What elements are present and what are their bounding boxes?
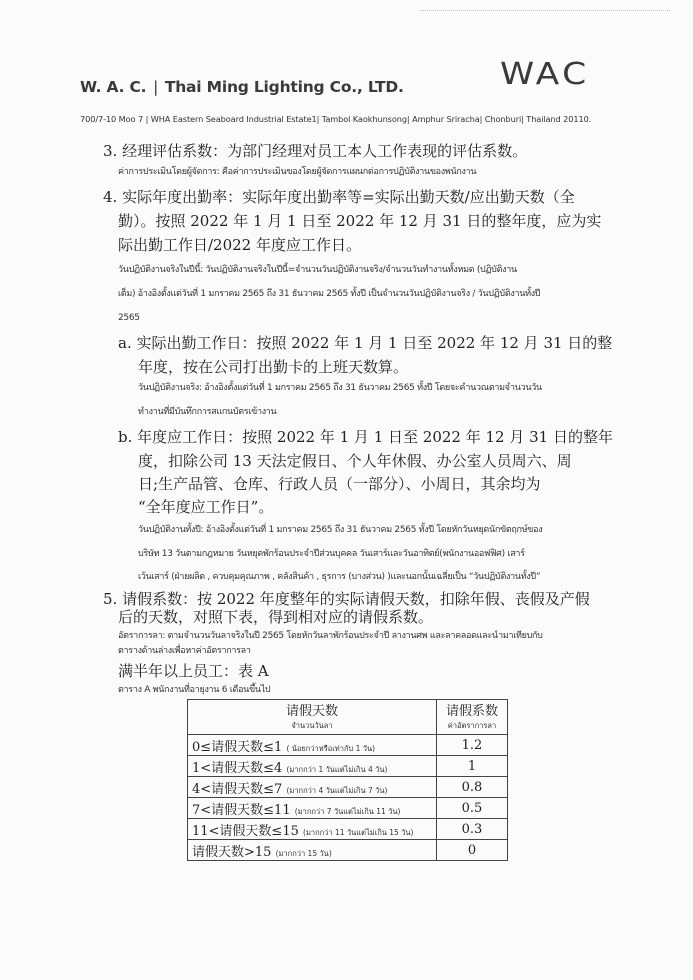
table-header-row — [188, 700, 508, 735]
section-4-cn-line1: 4. 实际年度出勤率：实际年度出勤率等=实际出勤天数/应出勤天数（全 — [103, 188, 575, 206]
table-row — [188, 756, 508, 777]
section-4-th-line3: 2565 — [118, 313, 140, 323]
coefficient-cell: 0.5 — [437, 798, 508, 819]
section-4-th-line2: เต็ม) อ้างอิงตั้งแต่วันที่ 1 มกราคม 2565 ถึง 31 ธันวาคม 2565 ทั้งปี เป็นจำนวนวันปฏิบัติงานจริง / วันปฏิบัติงานทั้งปี — [118, 289, 541, 299]
table-a-heading-cn: 满半年以上员工：表 A — [118, 662, 269, 680]
section-5-cn-line1: 5. 请假系数：按 2022 年度整年的实际请假天数，扣除年假、丧假及产假 — [103, 590, 590, 608]
leave-range-cell: 11<请假天数≤15 (มากกว่า 11 วันแต่ไม่เกิน 15 วัน) — [188, 819, 437, 840]
company-address: 700/7-10 Moo 7 | WHA Eastern Seaboard Industrial Estate1| Tambol Kaokhunsong| Amphur Sriracha| Chonburi| Thailand 20110. — [80, 114, 592, 124]
section-4b-th-line1: วันปฏิบัติงานทั้งปี: อ้างอิงตั้งแต่วันที่ 1 มกราคม 2565 ถึง 31 ธันวาคม 2565 ทั้งปี โดยหักวันหยุดนักขัตฤกษ์ของ — [138, 525, 543, 535]
leave-range-cell: 请假天数>15 (มากกว่า 15 วัน) — [188, 840, 437, 861]
header-leave-coefficient: 请假系数 ค่าอัตราการลา — [437, 700, 508, 735]
section-4a-cn-line2: 年度，按在公司打出勤卡的上班天数算。 — [138, 358, 409, 376]
table-row — [188, 819, 508, 840]
section-4a-th-line2: ทำงานที่มีบันทึกการสแกนบัตรเข้างาน — [138, 407, 277, 417]
section-4b-th-line2: บริษัท 13 วันตามกฎหมาย วันหยุดพักร้อนประจำปีส่วนบุคคล วันเสาร์และวันอาทิตย์(พนักงานออฟฟิศ) เสาร์ — [138, 549, 525, 559]
leave-coefficient-table — [187, 699, 508, 861]
section-4b-cn-line3: 日;生产品管、仓库、行政人员（一部分）、小周日，其余均为 — [138, 475, 541, 493]
section-4-cn-line3: 际出勤工作日/2022 年度应工作日。 — [118, 236, 361, 254]
leave-range-cell: 0≤请假天数≤1 ( น้อยกว่าหรือเท่ากับ 1 วัน) — [188, 735, 437, 756]
section-4-cn-line2: 勤）。按照 2022 年 1 月 1 日至 2022 年 12 月 31 日的整年度，应为实 — [118, 212, 602, 230]
wac-logo: WAC — [500, 57, 590, 92]
table-row — [188, 735, 508, 756]
section-4b-cn-line4: “全年度应工作日”。 — [138, 498, 274, 516]
section-4b-cn-line1: b. 年度应工作日：按照 2022 年 1 月 1 日至 2022 年 12 月 31 日的整年 — [118, 428, 613, 446]
section-5-cn-line2: 后的天数，对照下表，得到相对应的请假系数。 — [118, 608, 434, 626]
coefficient-cell: 0.3 — [437, 819, 508, 840]
section-3-cn: 3. 经理评估系数：为部门经理对员工本人工作表现的评估系数。 — [103, 142, 528, 160]
table-row — [188, 840, 508, 861]
scan-artifact-dots — [420, 0, 670, 11]
leave-range-cell: 4<请假天数≤7 (มากกว่า 4 วันแต่ไม่เกิน 7 วัน) — [188, 777, 437, 798]
section-4a-cn-line1: a. 实际出勤工作日：按照 2022 年 1 月 1 日至 2022 年 12 月 31 日的整 — [118, 334, 613, 352]
coefficient-cell: 1 — [437, 756, 508, 777]
coefficient-cell: 0.8 — [437, 777, 508, 798]
header-leave-days: 请假天数 จำนวนวันลา — [188, 700, 437, 735]
section-4-th-line1: วันปฏิบัติงานจริงในปีนี้: วันปฏิบัติงานจริงในปีนี้=จำนวนวันปฏิบัติงานจริง/จำนวนวันทำงานทั้งหมด (ปฏิบัติงาน — [118, 265, 517, 275]
table-a-heading-th: ตาราง A พนักงานที่อายุงาน 6 เดือนขึ้นไป — [118, 685, 271, 695]
leave-range-cell: 1<请假天数≤4 (มากกว่า 1 วันแต่ไม่เกิน 4 วัน) — [188, 756, 437, 777]
table-row — [188, 777, 508, 798]
section-3-th: ค่าการประเมินโดยผู้จัดการ: คือค่าการประเมินของโดยผู้จัดการแผนกต่อการปฏิบัติงานของพนักงาน — [118, 167, 477, 177]
section-5-th-line1: อัตราการลา: ตามจำนวนวันลาจริงในปี 2565 โดยหักวันลาพักร้อนประจำปี ลางานศพ และลาคลอดและนำมาเทียบกับ — [118, 631, 543, 641]
coefficient-cell: 1.2 — [437, 735, 508, 756]
table-row — [188, 798, 508, 819]
leave-range-cell: 7<请假天数≤11 (มากกว่า 7 วันแต่ไม่เกิน 11 วัน) — [188, 798, 437, 819]
section-4a-th-line1: วันปฏิบัติงานจริง: อ้างอิงตั้งแต่วันที่ 1 มกราคม 2565 ถึง 31 ธันวาคม 2565 ทั้งปี โดยจะคำนวณตามจำนวนวัน — [138, 383, 542, 393]
coefficient-cell: 0 — [437, 840, 508, 861]
company-name: W. A. C. | Thai Ming Lighting Co., LTD. — [80, 78, 404, 96]
section-4b-cn-line2: 度，扣除公司 13 天法定假日、个人年休假、办公室人员周六、周 — [138, 452, 572, 470]
section-4b-th-line3: เว้นเสาร์ (ฝ่ายผลิต , ควบคุมคุณภาพ , คลังสินค้า , ธุรการ (บางส่วน) )และนอกนั้นเฉลี่ยเป็น “วันปฏิบัติงานทั้งปี” — [138, 572, 541, 582]
section-5-th-line2: ตารางด้านล่างเพื่อหาค่าอัตราการลา — [118, 646, 251, 656]
